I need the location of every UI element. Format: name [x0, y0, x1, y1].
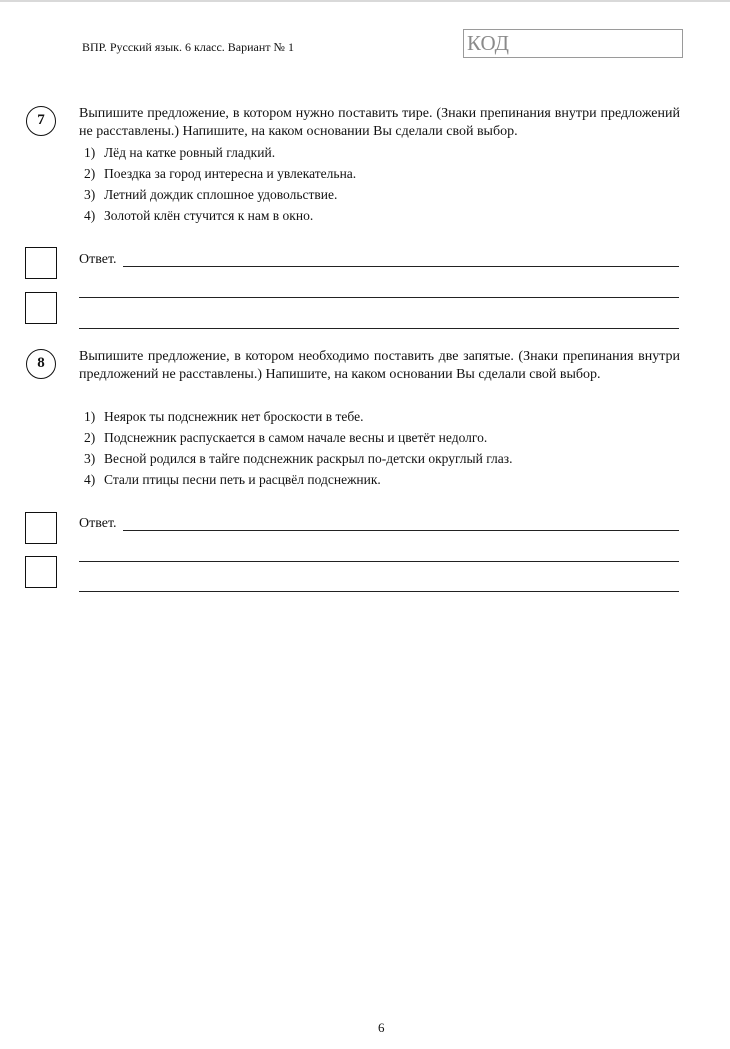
answer-line[interactable] — [79, 561, 679, 562]
answer-label: Ответ. — [79, 516, 117, 531]
question-number-badge: 7 — [26, 106, 56, 136]
answer-line[interactable] — [123, 266, 679, 267]
options-list — [84, 142, 356, 226]
option-item: 4) Стали птицы песни петь и расцвёл подснежник. — [84, 472, 381, 487]
option-item: 3) Весной родился в тайге подснежник раскрыл по-детски округлый глаз. — [84, 451, 513, 466]
answer-line[interactable] — [79, 591, 679, 592]
score-box[interactable] — [25, 292, 57, 324]
question-text: Выпишите предложение, в котором необходимо поставить две запятые. (Знаки препинания внутри предложений не расставлены.) Напишите, на каком основании Вы сделали свой выбор. — [79, 349, 680, 382]
option-item: 1) Лёд на катке ровный гладкий. — [84, 145, 276, 160]
option-item: 2) Поездка за город интересна и увлекательна. — [84, 166, 357, 181]
score-box[interactable] — [25, 247, 57, 279]
score-box[interactable] — [25, 556, 57, 588]
option-item: 2) Подснежник распускается в самом начале весны и цветёт недолго. — [84, 430, 488, 445]
options-list — [84, 406, 513, 490]
option-item: 4) Золотой клён стучится к нам в окно. — [84, 208, 314, 223]
page-header-title: ВПР. Русский язык. 6 класс. Вариант № 1 — [82, 40, 294, 54]
answer-line[interactable] — [79, 328, 679, 329]
answer-label: Ответ. — [79, 252, 117, 267]
answer-line[interactable] — [123, 530, 679, 531]
answer-line[interactable] — [79, 297, 679, 298]
code-label: КОД — [467, 31, 509, 55]
page-number: 6 — [378, 1020, 385, 1035]
page-top-border — [0, 0, 730, 2]
score-box[interactable] — [25, 512, 57, 544]
code-field[interactable] — [463, 29, 683, 58]
option-item: 1) Неярок ты подснежник нет броскости в тебе. — [84, 409, 364, 424]
option-item: 3) Летний дождик сплошное удовольствие. — [84, 187, 338, 202]
question-text: Выпишите предложение, в котором нужно поставить тире. (Знаки препинания внутри предложений не расставлены.) Напишите, на каком основании Вы сделали свой выбор. — [79, 106, 680, 139]
question-number-badge: 8 — [26, 349, 56, 379]
